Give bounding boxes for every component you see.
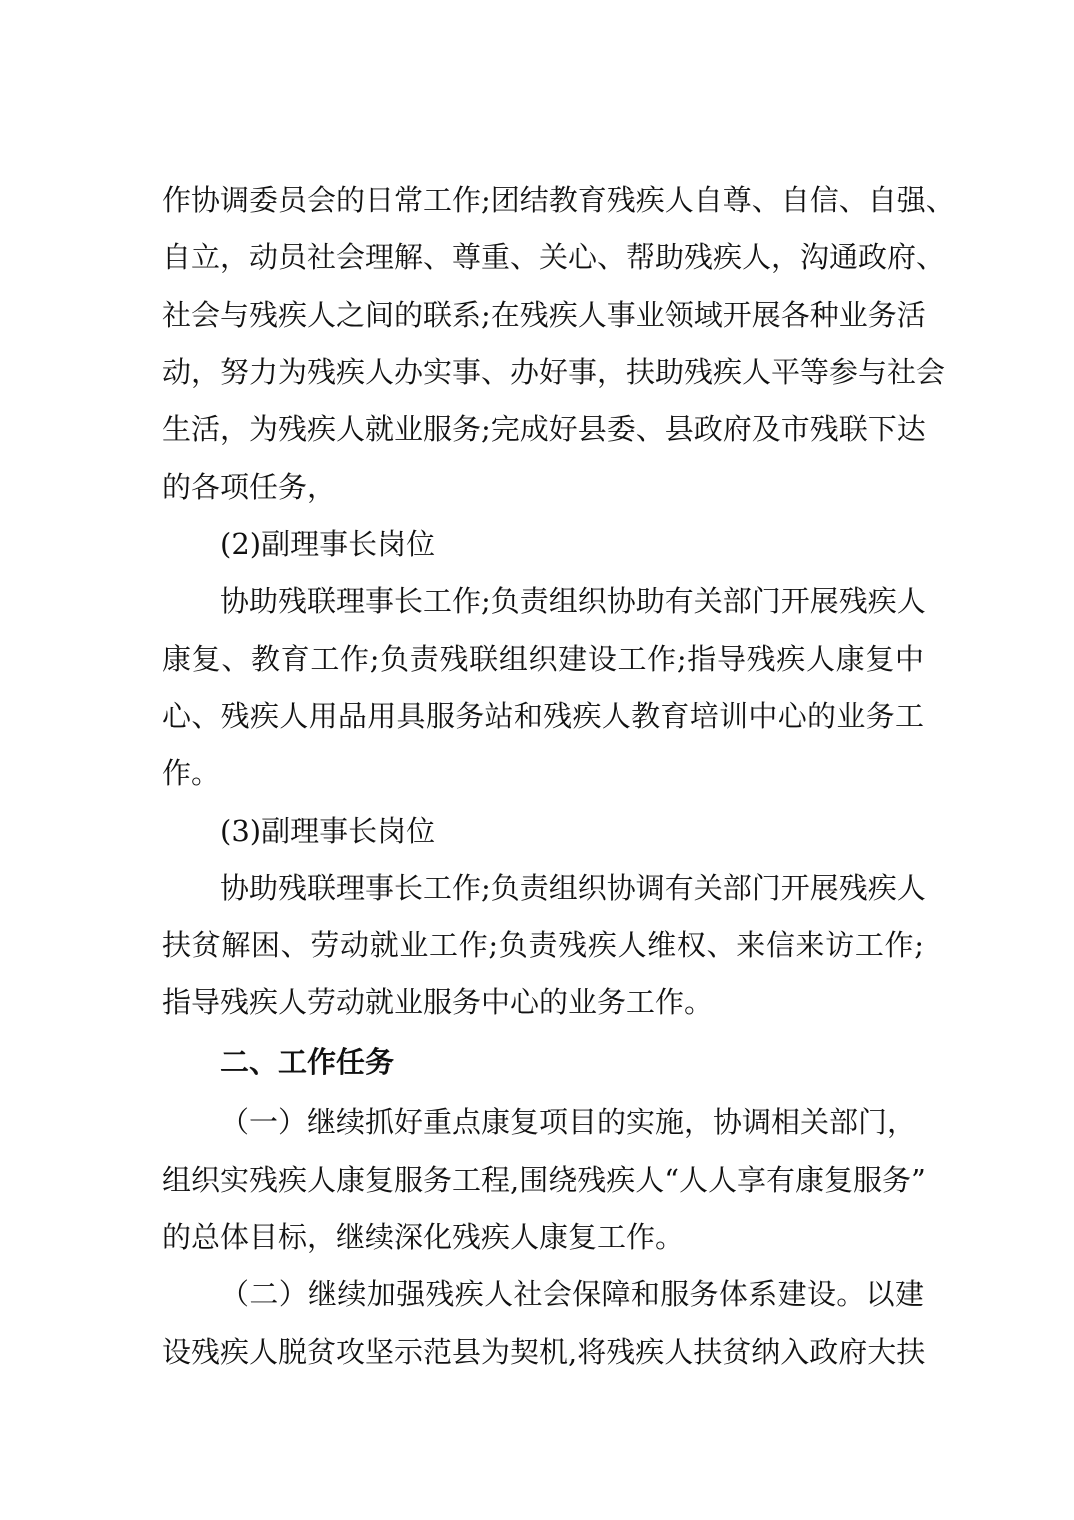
paragraph-line: 自立，动员社会理解、尊重、关心、帮助残疾人，沟通政府、 — [162, 240, 946, 274]
paragraph-line: 动，努力为残疾人办实事、办好事，扶助残疾人平等参与社会 — [162, 355, 946, 389]
paragraph-line: 生活，为残疾人就业服务;完成好县委、县政府及市残联下达 — [162, 412, 926, 446]
paragraph-line: 的各项任务， — [162, 470, 337, 504]
paragraph-line: 的总体目标，继续深化残疾人康复工作。 — [162, 1220, 685, 1254]
paragraph-line: 社会与残疾人之间的联系;在残疾人事业领域开展各种业务活 — [162, 298, 926, 332]
section-subheading: (3)副理事长岗位 — [220, 814, 436, 848]
paragraph-line: 作协调委员会的日常工作;团结教育残疾人自尊、自信、自强、 — [162, 183, 955, 217]
paragraph-line: 作。 — [162, 756, 221, 790]
section-heading: 二、工作任务 — [220, 1045, 395, 1079]
paragraph-line: （二）继续加强残疾人社会保障和服务体系建设。以建 — [220, 1277, 924, 1311]
paragraph-line: 康复、教育工作;负责残联组织建设工作;指导残疾人康复中 — [162, 642, 924, 676]
paragraph-line: （一）继续抓好重点康复项目的实施，协调相关部门， — [220, 1105, 917, 1139]
paragraph-line: 心、残疾人用品用具服务站和残疾人教育培训中心的业务工 — [162, 699, 924, 733]
paragraph-line: 扶贫解困、劳动就业工作;负责残疾人维权、来信来访工作; — [162, 928, 924, 962]
paragraph-line: 指导残疾人劳动就业服务中心的业务工作。 — [162, 985, 714, 1019]
paragraph-line: 设残疾人脱贫攻坚示范县为契机,将残疾人扶贫纳入政府大扶 — [162, 1335, 926, 1369]
paragraph-line: 组织实残疾人康复服务工程,围绕残疾人“人人享有康复服务” — [162, 1163, 926, 1197]
section-subheading: (2)副理事长岗位 — [220, 527, 436, 561]
paragraph-line: 协助残联理事长工作;负责组织协助有关部门开展残疾人 — [220, 584, 926, 618]
paragraph-line: 协助残联理事长工作;负责组织协调有关部门开展残疾人 — [220, 871, 926, 905]
